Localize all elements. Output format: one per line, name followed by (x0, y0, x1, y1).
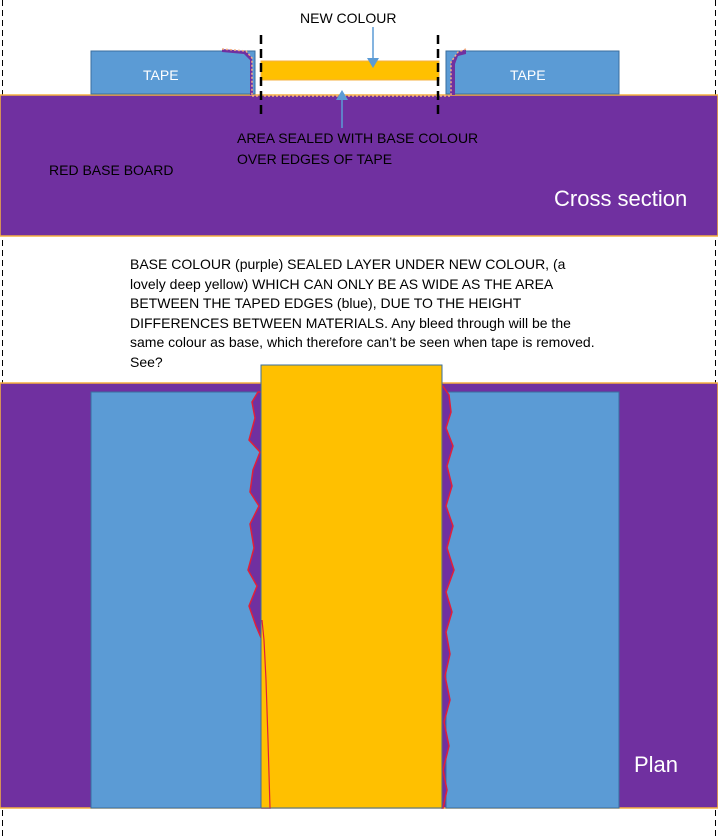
base-board-label: RED BASE BOARD (49, 162, 174, 178)
new-colour-label: NEW COLOUR (300, 10, 397, 26)
tape-left-plan (91, 392, 261, 808)
new-colour-plan (261, 365, 442, 808)
cross-section-title: Cross section (554, 186, 688, 211)
tape-left-label: TAPE (143, 67, 179, 83)
plan-title: Plan (634, 752, 679, 777)
new-colour-layer (261, 61, 439, 80)
tape-right-label: TAPE (510, 67, 546, 83)
sealed-label-line1: AREA SEALED WITH BASE COLOUR (237, 130, 479, 146)
explanation-note: BASE COLOUR (purple) SEALED LAYER UNDER NEW COLOUR, (a lovely deep yellow) WHICH CAN ONLY BE AS WIDE AS THE AREA BETWEEN THE TAPED EDGES (blue), DUE TO THE HEIGHT DIFFERENCES BETWEEN MATERIALS. Any bleed through will be the same colour as base, which therefore can’t be seen when tape is removed. See? (130, 256, 595, 370)
tape-right-plan (446, 392, 619, 808)
sealed-label-line2: OVER EDGES OF TAPE (237, 151, 393, 167)
